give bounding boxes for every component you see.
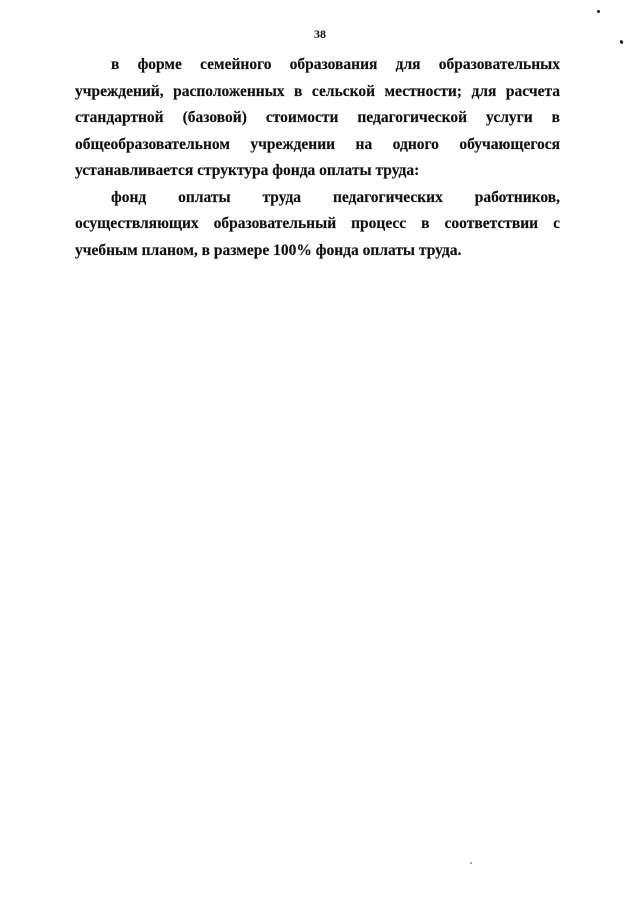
paragraph: в форме семейного образования для образовательных учреждений, расположенных в сельской местности; для расчета стандартной (базовой) стоимости педагогической услуги в общеобразовательном учреждении на одного обучающегося устанавливается структура фонда оплаты труда: <box>75 56 560 179</box>
page-number: 38 <box>314 27 326 41</box>
paragraph: фонд оплаты труда педагогических работников, осуществляющих образовательный процесс в соответствии с учебным планом, в размере 100% фонда оплаты труда. <box>75 188 560 259</box>
scan-speck <box>597 10 600 13</box>
body-text <box>75 52 560 264</box>
scan-speck <box>470 862 472 864</box>
